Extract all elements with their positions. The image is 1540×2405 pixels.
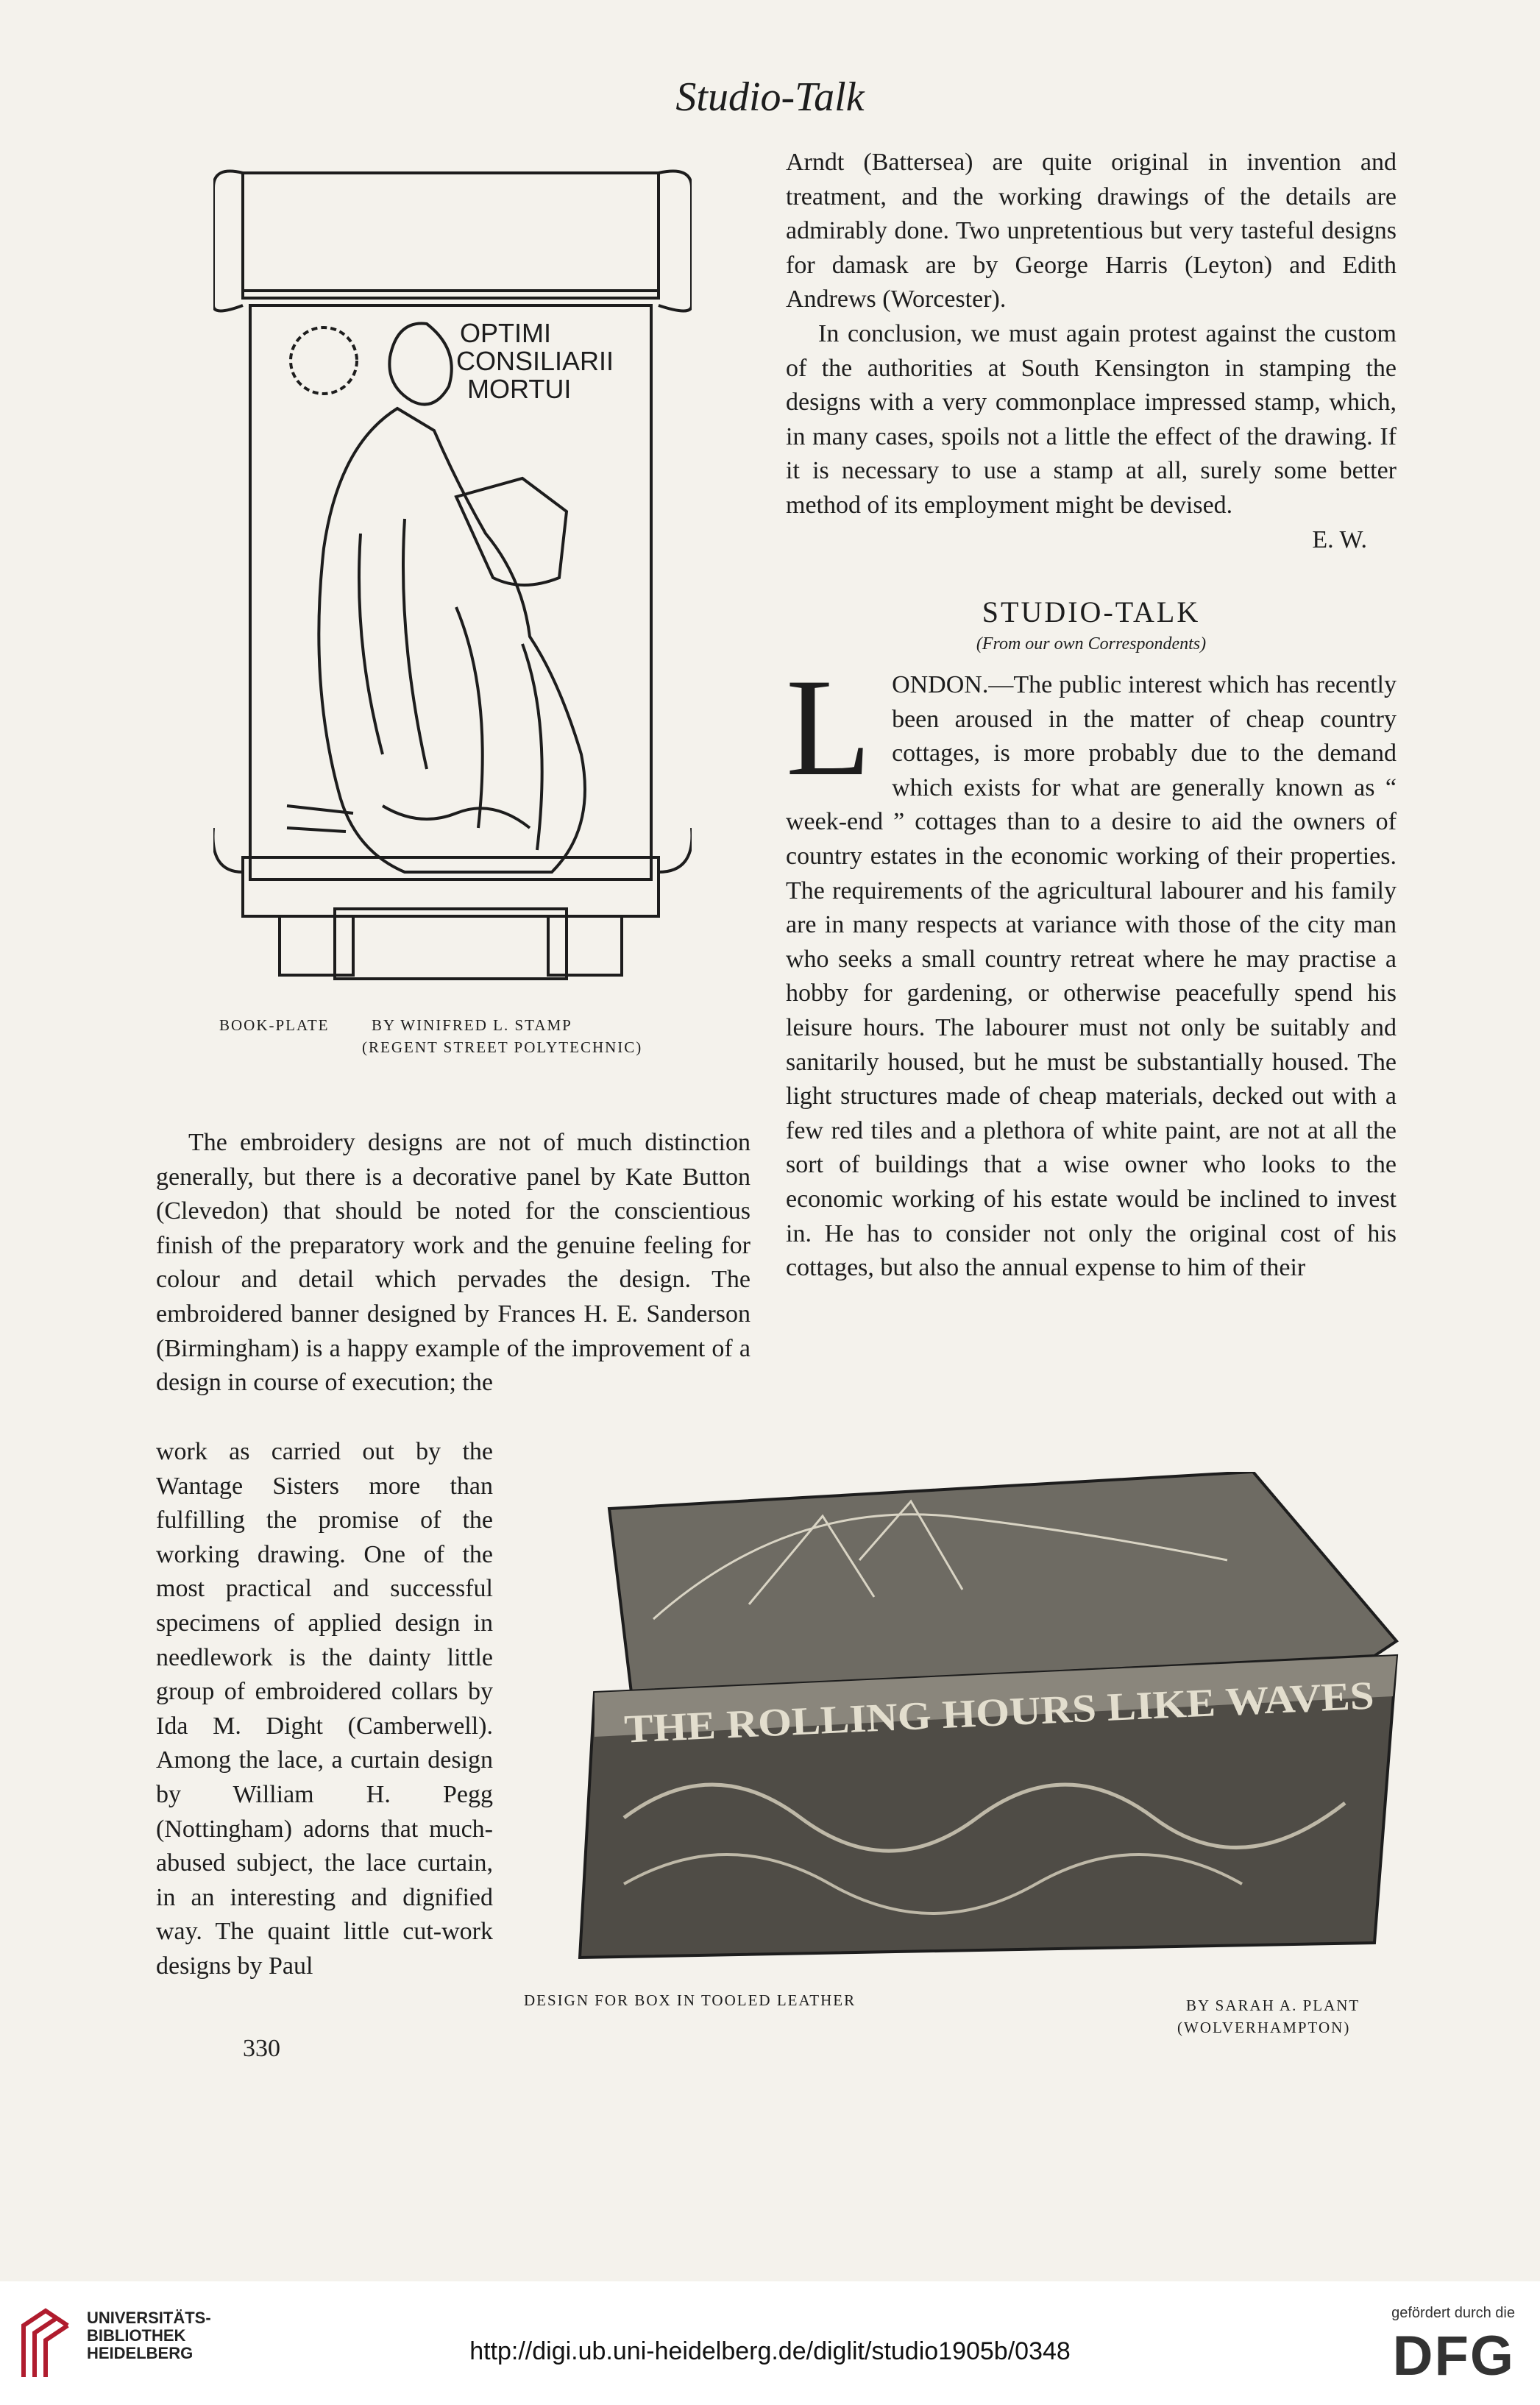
paragraph: work as carried out by the Wantage Sisters more than fulfilling the promise of the working drawing. One of the most practical and successful specimens of applied design in needlework is the dainty little group of embroidered collars by Ida M. Dight (Camberwell). Among the lace, a curtain design by William H. Pegg (Nottingham) adorns that much-abused subject, the lace curtain, in an interesting and dignified way. The quaint little cut-work designs by Paul bbox=[156, 1438, 493, 1980]
running-header: Studio-Talk bbox=[675, 74, 865, 120]
library-line-2: BIBLIOTHEK bbox=[87, 2326, 186, 2345]
funding-label: gefördert durch die bbox=[1391, 2305, 1515, 2321]
signature: E. W. bbox=[1312, 525, 1367, 553]
box-inscription: THE ROLLING HOURS LIKE WAVES bbox=[623, 1676, 1313, 1751]
inscription-line-2: CONSILIARII bbox=[456, 346, 614, 376]
box-caption-left: DESIGN FOR BOX IN TOOLED LEATHER bbox=[524, 1991, 856, 2009]
bookplate-caption-left: BOOK-PLATE bbox=[219, 1016, 330, 1034]
paragraph: In conclusion, we must again protest against the custom of the authorities at South Kensington in stamping the designs with a very commonplace impressed stamp, which, in many cases, spoils not a little the effect of the drawing. If it is necessary to use a stamp at all, surely some better method of its employment might be devised. bbox=[786, 319, 1397, 519]
bookplate-illustration bbox=[213, 166, 692, 1005]
right-column-article bbox=[786, 651, 1397, 1286]
leather-box-illustration bbox=[565, 1472, 1404, 1972]
dfg-logo: DFG bbox=[1392, 2325, 1515, 2387]
section-subheading: (From our own Correspondents) bbox=[976, 634, 1207, 654]
section-heading: STUDIO-TALK bbox=[982, 595, 1201, 628]
inscription-line-1: OPTIMI bbox=[460, 318, 551, 348]
paragraph: The embroidery designs are not of much distinction generally, but there is a decorative panel by Kate Button (Clevedon) that should be noted for the conscientious finish of the preparatory work and the genuine feeling for colour and detail which pervades the design. The embroidered banner designed by Frances H. E. Sanderson (Birmingham) is a happy example of the improvement of a design in course of execution; the bbox=[156, 1129, 751, 1397]
inscription-line-3: MORTUI bbox=[467, 374, 572, 404]
bookplate-caption-right-2: (REGENT STREET POLYTECHNIC) bbox=[362, 1038, 643, 1056]
paragraph: ONDON.—The public interest which has recently been aroused in the matter of cheap country cottages, is more probably due to the demand which exists for what are generally known as “ week-end ” cottages than to a desire to aid the owners of country estates in the economic working of their properties. The requirements of the agricultural labourer and his family are in many respects at variance with those of the city man who seeks a small country retreat where he may practise a hobby for gardening, or otherwise peacefully spend his leisure hours. The labourer must not only be suitably and sanitarily housed, but he must be substantially housed. The light structures made of cheap materials, decked out with a few red tiles and a plethora of white paint, are not at all the sort of buildings that a wise owner who looks to the economic working of his estate would be inclined to invest in. He has to consider not only the original cost of his cottages, but also the annual expense to him of their bbox=[786, 671, 1397, 1282]
library-line-3: HEIDELBERG bbox=[87, 2344, 194, 2362]
page-number: 330 bbox=[243, 2035, 280, 2062]
paragraph: Arndt (Battersea) are quite original in invention and treatment, and the working drawings of the details are admirably done. Two unpretentious but very tasteful designs for damask are by George Harris (Leyton) and Edith Andrews (Worcester). bbox=[786, 149, 1397, 314]
box-caption-right-2: (WOLVERHAMPTON) bbox=[1177, 2019, 1351, 2036]
permalink-url[interactable]: http://digi.ub.uni-heidelberg.de/diglit/studio1905b/0348 bbox=[469, 2337, 1071, 2365]
drop-cap: L bbox=[786, 651, 872, 805]
library-line-1: UNIVERSITÄTS- bbox=[87, 2309, 211, 2327]
bookplate-caption-right-1: BY WINIFRED L. STAMP bbox=[372, 1016, 572, 1034]
left-column-lower bbox=[156, 1435, 493, 1984]
left-column-upper bbox=[156, 1126, 751, 1400]
box-caption-right-1: BY SARAH A. PLANT bbox=[1186, 1997, 1360, 2014]
right-column-top bbox=[786, 146, 1397, 557]
